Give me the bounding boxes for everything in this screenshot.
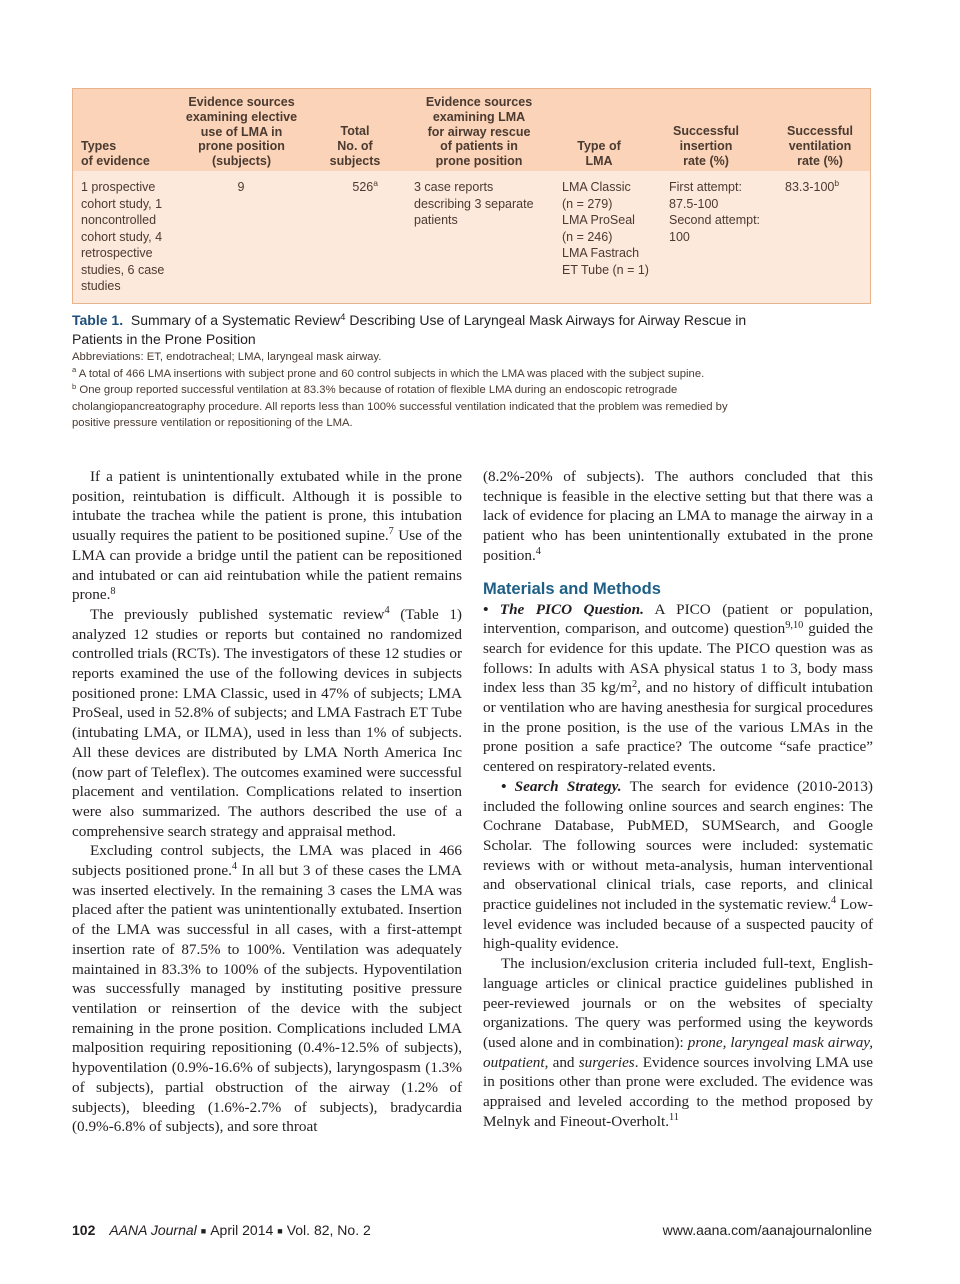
- volume: Vol. 82, No. 2: [286, 1222, 371, 1238]
- page-footer-left: [72, 1222, 371, 1238]
- header-type-lma: Type of LMA: [577, 139, 621, 168]
- paragraph-pico: • The PICO Question. A PICO (patient or population, intervention, comparison, and outcome) question$^{9,10}$ guided the search for evidence for this update. The PICO question was as follows: In adults with ASA physical status 1 to 3, body mass index less than 35 $kg/m^2$, and no history of difficult intubation or ventilation who are having anesthesia for surgical procedures in the prone position, is the use of the various LMAs in the prone position a safe practice? The outcome “safe practice” centered on respiratory-related events.: [483, 600, 873, 776]
- page-number: 102: [72, 1222, 96, 1238]
- journal-url[interactable]: www.aana.com/aanajournalonline: [662, 1222, 872, 1238]
- header-ventilation: Successful ventilation rate (%): [786, 124, 853, 168]
- header-types: Types of evidence: [81, 139, 150, 168]
- cell-ventilation: 83.3-100$^b$: [785, 178, 840, 194]
- cell-total: 526$^a$: [352, 178, 378, 194]
- footnote-b: $^b$ One group reported successful ventilation at 83.3% because of rotation of flexible LMA during an endoscopic retrograde: [72, 381, 678, 396]
- cell-elective: 9: [237, 180, 245, 194]
- header-total: Total No. of subjects: [329, 124, 381, 168]
- paragraph: The previously published systematic review$^4$ (Table 1) analyzed 12 studies or reports but contained no randomized controlled trials (RCTs). The investigators of these 12 studies or reports examined the use of the following devices in subjects positioned prone: LMA Classic, used in 47% of subjects; LMA ProSeal, used in 52.8% of subjects; and LMA Fastrach ET Tube (intubating LMA, or ILMA), used in less than 1% of subjects. All these devices are distributed by LMA North America Inc (now part of Teleflex). The outcomes examined were successful placement and ventilation. Complications related to insertion were also summarized. The authors described the use of a comprehensive search strategy and appraisal method.: [72, 605, 462, 840]
- paragraph-criteria: The inclusion/exclusion criteria included full-text, English-language articles or clinical practice guidelines published in peer-reviewed journals or on the websites of specialty organizations. The query was performed using the keywords (used alone and in combination): prone, laryngeal mask airway, outpatient, and surgeries. Evidence sources involving LMA use in positions other than prone were excluded. The evidence was appraised and leveled according to the method proposed by Melnyk and Fineout-Overholt.$^{11}$: [483, 955, 873, 1130]
- summary-table: [72, 88, 871, 304]
- cell-types: 1 prospective cohort study, 1 noncontrolled cohort study, 4 retrospective studies, 6 case studies: [81, 180, 165, 293]
- body-column-right: [483, 467, 873, 1132]
- body-column-left: [72, 467, 462, 1137]
- caption-notes: Abbreviations: ET, endotracheal; LMA, laryngeal mask airway. $^a$ A total of 466 LMA insertions with subject prone and 60 control subjects in which the LMA was placed with the subject supine. $^b$ One group reported successful ventilation at 83.3% because of rotation of flexible LMA during an endoscopic retrograde cholangiopancreatography procedure. All reports less than 100% successful ventilation indicated that the problem was remedied by positive pressure ventilation or repositioning of the LMA.: [72, 349, 872, 432]
- table-header-row: [73, 89, 870, 171]
- table-caption: [72, 311, 872, 432]
- separator-square: ■: [277, 1226, 283, 1236]
- paragraph: If a patient is unintentionally extubated while in the prone position, reintubation is difficult. Although it is possible to intubate the trachea while the patient is prone, this intubation usually requires the patient to be positioned supine.$^7$ Use of the LMA can provide a bridge until the patient can be repositioned and intubated or can aid reintubation while the patient remains prone.$^8$: [72, 468, 463, 604]
- issue-date: April 2014: [210, 1222, 274, 1238]
- header-rescue: Evidence sources examining LMA for airway rescue of patients in prone position: [425, 95, 533, 169]
- journal-name: AANA Journal: [109, 1222, 197, 1238]
- separator-square: ■: [200, 1226, 207, 1236]
- cell-insertion: First attempt: 87.5-100 Second attempt: 100: [669, 180, 761, 244]
- footnote-a: $^a$ A total of 466 LMA insertions with subject prone and 60 control subjects in which the LMA was placed with the subject supine.: [72, 365, 705, 380]
- cell-type-lma: LMA Classic (n = 279) LMA ProSeal (n = 246) LMA Fastrach ET Tube (n = 1): [562, 180, 649, 277]
- header-elective: Evidence sources examining elective use of LMA in prone position (subjects): [185, 95, 298, 169]
- paragraph-search: • Search Strategy. The search for evidence (2010-2013) included the following online sources and search engines: The Cochrane Database, PubMED, SUMSearch, and Google Scholar. The following sources were included: systematic reviews with or without meta-analysis, human interventional and observational clinical trials, case reports, and clinical practice guidelines not included in the systematic review.$^4$ Low-level evidence was included because of a suspected paucity of high-quality evidence.: [483, 777, 873, 953]
- abbreviations: Abbreviations: ET, endotracheal; LMA, laryngeal mask airway.: [72, 351, 382, 363]
- caption-title: Table 1. Summary of a Systematic Review$^4$ Describing Use of Laryngeal Mask Airways for Airway Rescue in Patients in the Prone Position: [72, 311, 747, 347]
- section-heading: Materials and Methods: [483, 579, 661, 598]
- cell-rescue: 3 case reports describing 3 separate patients: [414, 180, 534, 227]
- paragraph: Excluding control subjects, the LMA was placed in 466 subjects positioned prone.$^4$ In all but 3 of these cases the LMA was inserted electively. In the remaining 3 cases the LMA was placed after the patient was unintentionally extubated. Insertion of the LMA was successful in all cases, with a first-attempt insertion rate of 87.5% to 100%. Ventilation was adequately maintained in 83.3% to 100% of the subjects. Hypoventilation was successfully managed by instituting positive pressure ventilation or reinsertion of the device with the subject remaining in the prone position. Complications included LMA malposition requiring repositioning (0.4%-12.5% of subjects), hypoventilation (0.9%-16.6% of subjects), laryngospasm (1.3% of subjects), partial obstruction of the airway (1.2% of subjects), bleeding (1.6%-2.7% of subjects), bradycardia (0.9%-6.8% of subjects), and sore throat: [72, 842, 462, 1136]
- header-insertion: Successful insertion rate (%): [672, 124, 739, 168]
- paragraph: (8.2%-20% of subjects). The authors concluded that this technique is feasible in the elective setting but that there was a lack of evidence for placing an LMA to manage the airway in a patient who has been unintentionally extubated in the prone position.$^4$: [483, 468, 873, 564]
